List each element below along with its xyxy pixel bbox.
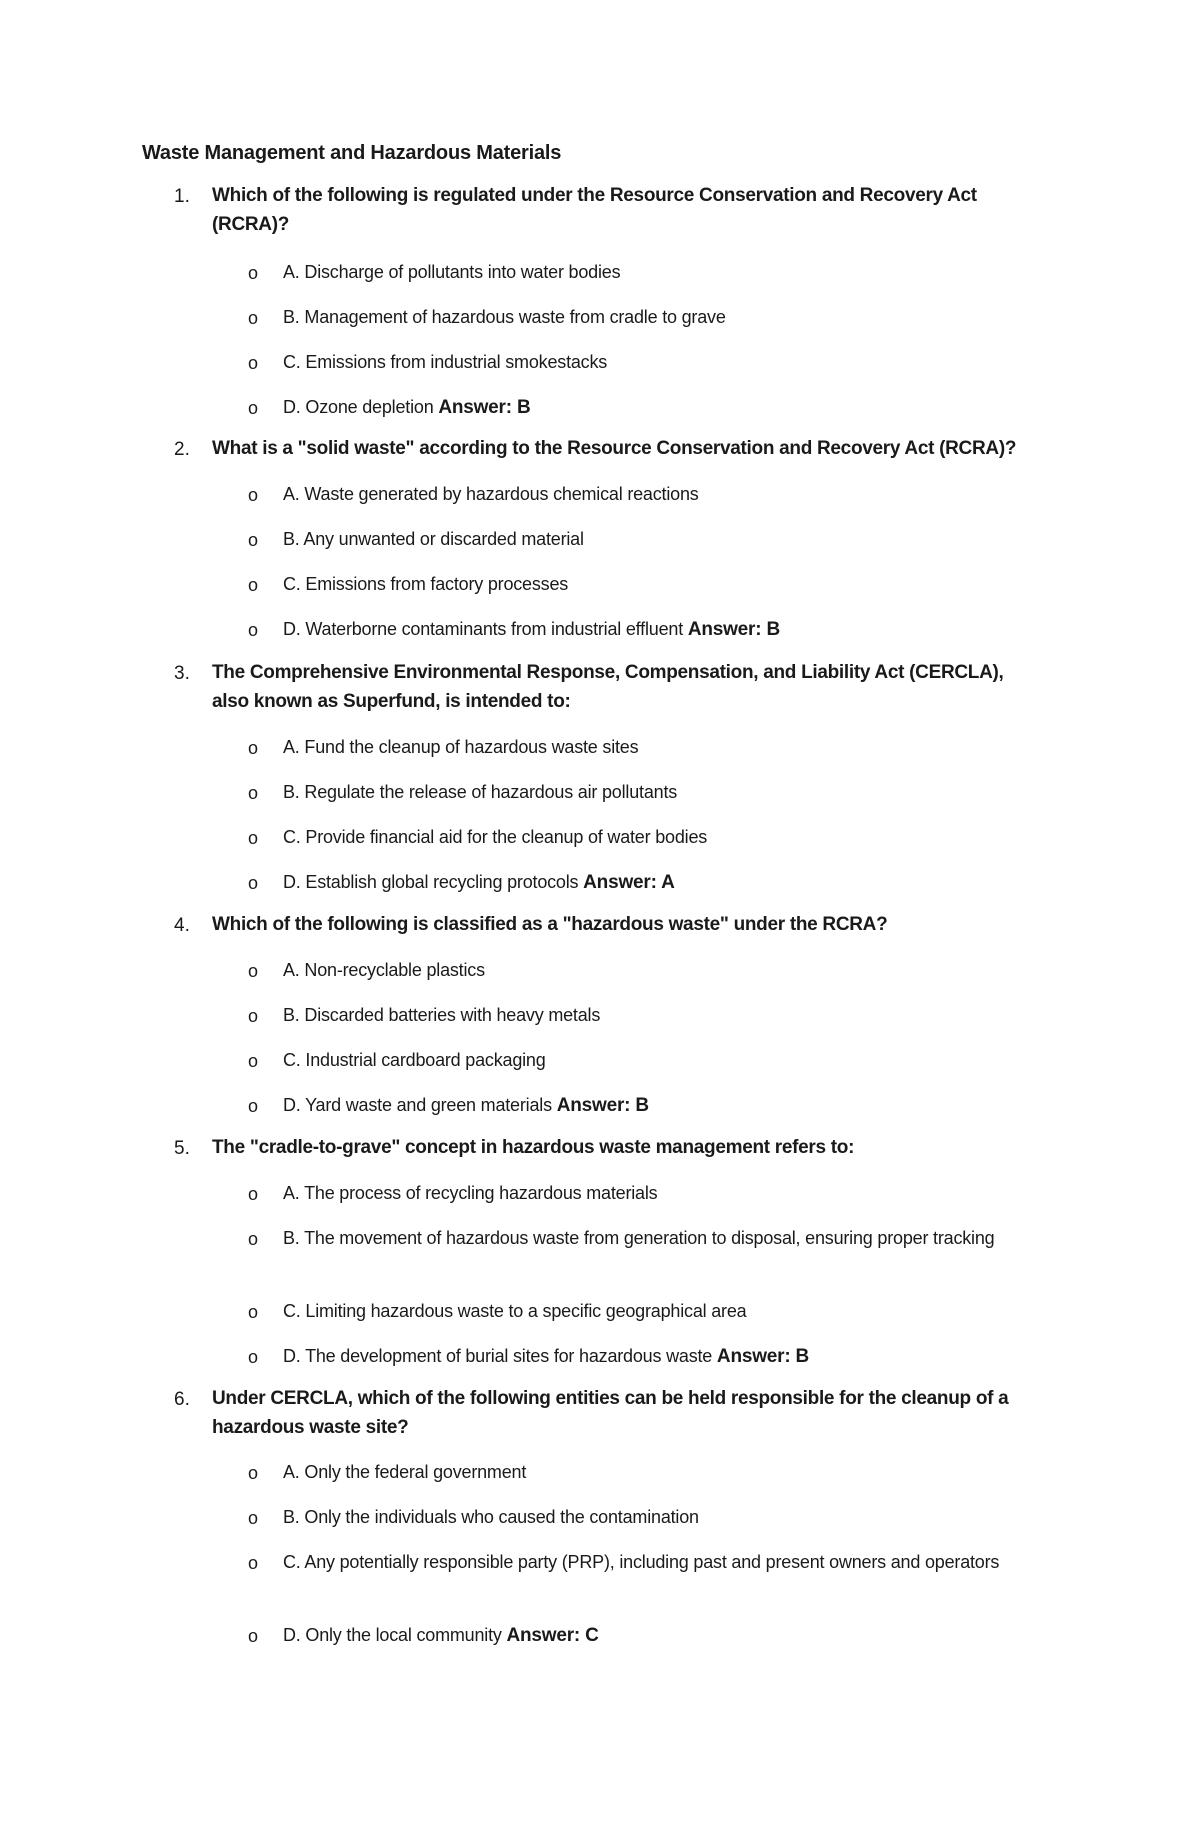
- option-text-block: [283, 525, 1033, 554]
- option-text-block: [283, 733, 1033, 762]
- option-text-block: [283, 956, 1033, 985]
- option-text-block: [283, 258, 1033, 287]
- option-text-block: [283, 1621, 1033, 1650]
- option-text-block: [283, 1046, 1033, 1075]
- bullet-icon: o: [248, 620, 259, 640]
- bullet-icon: o: [248, 1553, 259, 1573]
- option-text: D. Establish global recycling protocols: [283, 872, 579, 892]
- option-text-block: [283, 1224, 1033, 1253]
- bullet-icon: o: [248, 575, 259, 595]
- option-text-block: [283, 1548, 1033, 1577]
- bullet-icon: o: [248, 530, 259, 550]
- question-text: Which of the following is regulated under the Resource Conservation and Recovery Act (RCRA)?: [212, 185, 977, 235]
- bullet-icon: o: [248, 873, 259, 893]
- option-text: A. The process of recycling hazardous materials: [283, 1183, 658, 1203]
- answer-key: Answer: B: [716, 1346, 810, 1367]
- option-text: A. Waste generated by hazardous chemical reactions: [283, 484, 699, 504]
- answer-key: Answer: B: [438, 397, 531, 418]
- bullet-icon: o: [248, 1626, 259, 1646]
- option-text-block: [283, 1342, 1033, 1371]
- question-number: 5.: [174, 1138, 190, 1159]
- option-text: A. Fund the cleanup of hazardous waste sites: [283, 737, 639, 757]
- bullet-icon: o: [248, 353, 259, 373]
- option-text: D. Yard waste and green materials: [283, 1095, 552, 1115]
- question-number: 6.: [174, 1389, 190, 1410]
- option-text-block: [283, 1503, 1033, 1532]
- question-number: 3.: [174, 663, 190, 684]
- bullet-icon: o: [248, 263, 259, 283]
- option-text-block: [283, 1458, 1033, 1487]
- option-text-block: [283, 868, 1033, 897]
- bullet-icon: o: [248, 1302, 259, 1322]
- question-text: What is a "solid waste" according to the Resource Conservation and Recovery Act (RCRA)?: [212, 438, 1017, 459]
- option-text: A. Only the federal government: [283, 1462, 527, 1482]
- bullet-icon: o: [248, 1051, 259, 1071]
- option-text-block: [283, 778, 1033, 807]
- option-text: D. The development of burial sites for hazardous waste: [283, 1346, 713, 1366]
- question-text: The "cradle-to-grave" concept in hazardous waste management refers to:: [212, 1137, 855, 1158]
- option-text: C. Any potentially responsible party (PRP), including past and present owners and operators: [283, 1552, 1000, 1572]
- option-text: B. Regulate the release of hazardous air pollutants: [283, 782, 678, 802]
- bullet-icon: o: [248, 1463, 259, 1483]
- option-text: D. Only the local community: [283, 1625, 502, 1645]
- bullet-icon: o: [248, 1229, 259, 1249]
- option-text: B. Discarded batteries with heavy metals: [283, 1005, 601, 1025]
- bullet-icon: o: [248, 783, 259, 803]
- option-text: B. Management of hazardous waste from cradle to grave: [283, 307, 726, 327]
- option-text: C. Limiting hazardous waste to a specific geographical area: [283, 1301, 747, 1321]
- option-text: B. Any unwanted or discarded material: [283, 529, 584, 549]
- answer-key: Answer: C: [506, 1625, 599, 1646]
- bullet-icon: o: [248, 1347, 259, 1367]
- question-text: Which of the following is classified as a "hazardous waste" under the RCRA?: [212, 914, 888, 935]
- option-text: C. Industrial cardboard packaging: [283, 1050, 546, 1070]
- option-text: A. Non-recyclable plastics: [283, 960, 485, 980]
- question-text: Under CERCLA, which of the following entities can be held responsible for the cleanup of a hazardous waste site?: [212, 1388, 1009, 1438]
- answer-key: Answer: B: [556, 1095, 649, 1116]
- option-text-block: [283, 1001, 1033, 1030]
- option-text-block: [283, 480, 1033, 509]
- option-text-block: [283, 823, 1033, 852]
- option-text-block: [283, 1179, 1033, 1208]
- option-text: D. Waterborne contaminants from industrial effluent: [283, 619, 683, 639]
- bullet-icon: o: [248, 398, 259, 418]
- bullet-icon: o: [248, 308, 259, 328]
- bullet-icon: o: [248, 1006, 259, 1026]
- bullet-icon: o: [248, 961, 259, 981]
- answer-key: Answer: A: [583, 872, 675, 893]
- bullet-icon: o: [248, 738, 259, 758]
- option-text: B. Only the individuals who caused the contamination: [283, 1507, 699, 1527]
- bullet-icon: o: [248, 485, 259, 505]
- option-text-block: [283, 303, 1033, 332]
- option-text-block: [283, 348, 1033, 377]
- option-text-block: [283, 1297, 1033, 1326]
- question-text: The Comprehensive Environmental Response, Compensation, and Liability Act (CERCLA), also known as Superfund, is intended to:: [212, 662, 1004, 712]
- document-title: Waste Management and Hazardous Materials: [142, 142, 562, 164]
- option-text: C. Emissions from industrial smokestacks: [283, 352, 608, 372]
- option-text-block: [283, 570, 1033, 599]
- question-number: 1.: [174, 186, 190, 207]
- bullet-icon: o: [248, 828, 259, 848]
- option-text: C. Emissions from factory processes: [283, 574, 569, 594]
- answer-key: Answer: B: [687, 619, 780, 640]
- option-text: D. Ozone depletion: [283, 397, 434, 417]
- question-number: 2.: [174, 439, 190, 460]
- bullet-icon: o: [248, 1184, 259, 1204]
- bullet-icon: o: [248, 1508, 259, 1528]
- option-text: C. Provide financial aid for the cleanup of water bodies: [283, 827, 708, 847]
- option-text-block: [283, 393, 1033, 422]
- question-number: 4.: [174, 915, 190, 936]
- option-text-block: [283, 1091, 1033, 1120]
- option-text: B. The movement of hazardous waste from generation to disposal, ensuring proper tracking: [283, 1228, 995, 1248]
- option-text-block: [283, 615, 1033, 644]
- bullet-icon: o: [248, 1096, 259, 1116]
- option-text: A. Discharge of pollutants into water bodies: [283, 262, 621, 282]
